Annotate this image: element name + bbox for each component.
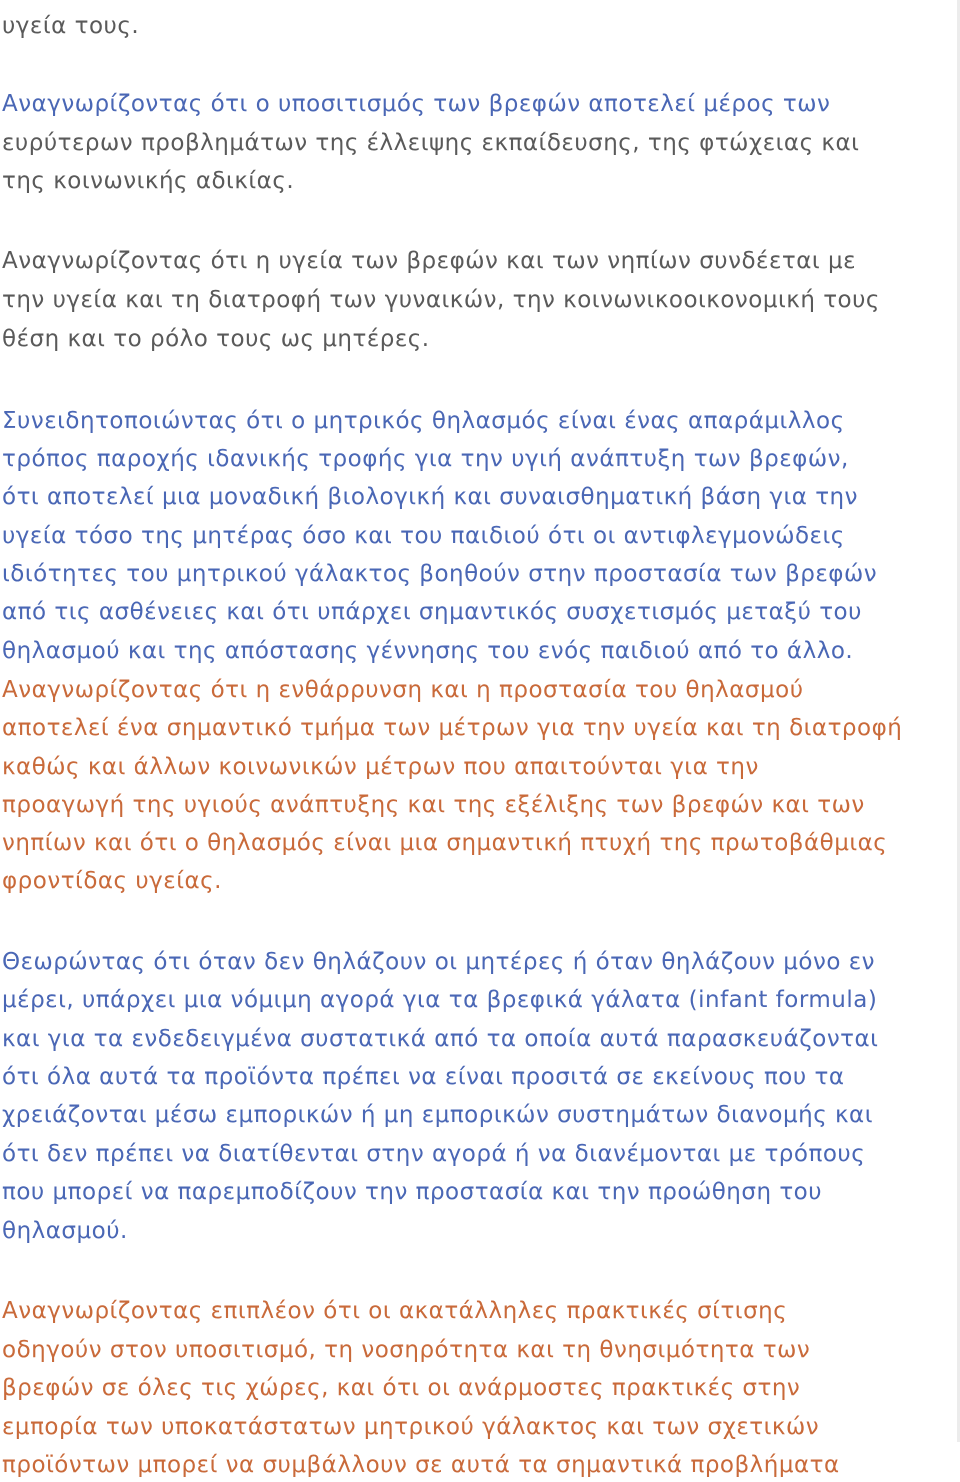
text-line: ότι δεν πρέπει να διατίθενται στην αγορά ή να διανέμονται με τρόπους: [2, 1141, 866, 1167]
text-line: Θεωρώντας ότι όταν δεν θηλάζουν οι μητέρες ή όταν θηλάζουν μόνο εν: [2, 949, 876, 975]
text-line: καθώς και άλλων κοινωνικών μέτρων που απαιτούνται για την: [2, 754, 759, 780]
text-line: θηλασμού και της απόστασης γέννησης του ενός παιδιού από το άλλο.: [2, 638, 854, 664]
text-line: Αναγνωρίζοντας ότι η ενθάρρυνση και η προστασία του θηλασμού: [2, 677, 804, 703]
text-line: αποτελεί ένα σημαντικό τμήμα των μέτρων για την υγεία και τη διατροφή: [2, 715, 903, 741]
text-line: φροντίδας υγείας.: [2, 868, 222, 894]
text-line: οδηγούν στον υποσιτισμό, τη νοσηρότητα και τη θνησιμότητα των: [2, 1337, 811, 1363]
text-line: από τις ασθένειες και ότι υπάρχει σημαντικός συσχετισμός μεταξύ του: [2, 599, 862, 625]
text-line: ιδιότητες του μητρικού γάλακτος βοηθούν στην προστασία των βρεφών: [2, 561, 878, 587]
text-line: θέση και το ρόλο τους ως μητέρες.: [2, 326, 430, 352]
text-line: θηλασμού.: [2, 1218, 128, 1244]
text-line: και για τα ενδεδειγμένα συστατικά από τα οποία αυτά παρασκευάζονται: [2, 1026, 879, 1052]
text-line: προϊόντων μπορεί να συμβάλλουν σε αυτά τα σημαντικά προβλήματα: [2, 1452, 840, 1478]
text-line: που μπορεί να παρεμποδίζουν την προστασία και την προώθηση του: [2, 1179, 823, 1205]
text-line: μέρει, υπάρχει μια νόμιμη αγορά για τα βρεφικά γάλατα (infant formula): [2, 987, 878, 1013]
text-line: τρόπος παροχής ιδανικής τροφής για την υγιή ανάπτυξη των βρεφών,: [2, 446, 849, 472]
text-line: βρεφών σε όλες τις χώρες, και ότι οι ανάρμοστες πρακτικές στην: [2, 1375, 801, 1401]
text-line: της κοινωνικής αδικίας.: [2, 168, 295, 194]
text-line: υγεία τους.: [2, 13, 140, 39]
text-line: νηπίων και ότι ο θηλασμός είναι μια σημαντική πτυχή της πρωτοβάθμιας: [2, 830, 888, 856]
text-line: εμπορία των υποκατάστατων μητρικού γάλακτος και των σχετικών: [2, 1414, 820, 1440]
text-line: την υγεία και τη διατροφή των γυναικών, την κοινωνικοοικονομική τους: [2, 287, 880, 313]
text-line: Συνειδητοποιώντας ότι ο μητρικός θηλασμός είναι ένας απαράμιλλος: [2, 408, 845, 434]
text-line: ευρύτερων προβλημάτων της έλλειψης εκπαίδευσης, της φτώχειας και: [2, 130, 860, 156]
text-line: υγεία τόσο της μητέρας όσο και του παιδιού ότι οι αντιφλεγμονώδεις: [2, 523, 845, 549]
text-line: ότι αποτελεί μια μοναδική βιολογική και συναισθηματική βάση για την: [2, 484, 858, 510]
corner-patch: [916, 1442, 960, 1482]
text-line: Αναγνωρίζοντας επιπλέον ότι οι ακατάλληλες πρακτικές σίτισης: [2, 1298, 788, 1324]
text-line: προαγωγή της υγιούς ανάπτυξης και της εξέλιξης των βρεφών και των: [2, 792, 865, 818]
text-line: Αναγνωρίζοντας ότι ο υποσιτισμός των βρεφών αποτελεί μέρος των: [2, 91, 831, 117]
text-line: ότι όλα αυτά τα προϊόντα πρέπει να είναι προσιτά σε εκείνους που τα: [2, 1064, 845, 1090]
text-line: Αναγνωρίζοντας ότι η υγεία των βρεφών και των νηπίων συνδέεται με: [2, 248, 857, 274]
text-line: χρειάζονται μέσω εμπορικών ή μη εμπορικών συστημάτων διανομής και: [2, 1102, 874, 1128]
